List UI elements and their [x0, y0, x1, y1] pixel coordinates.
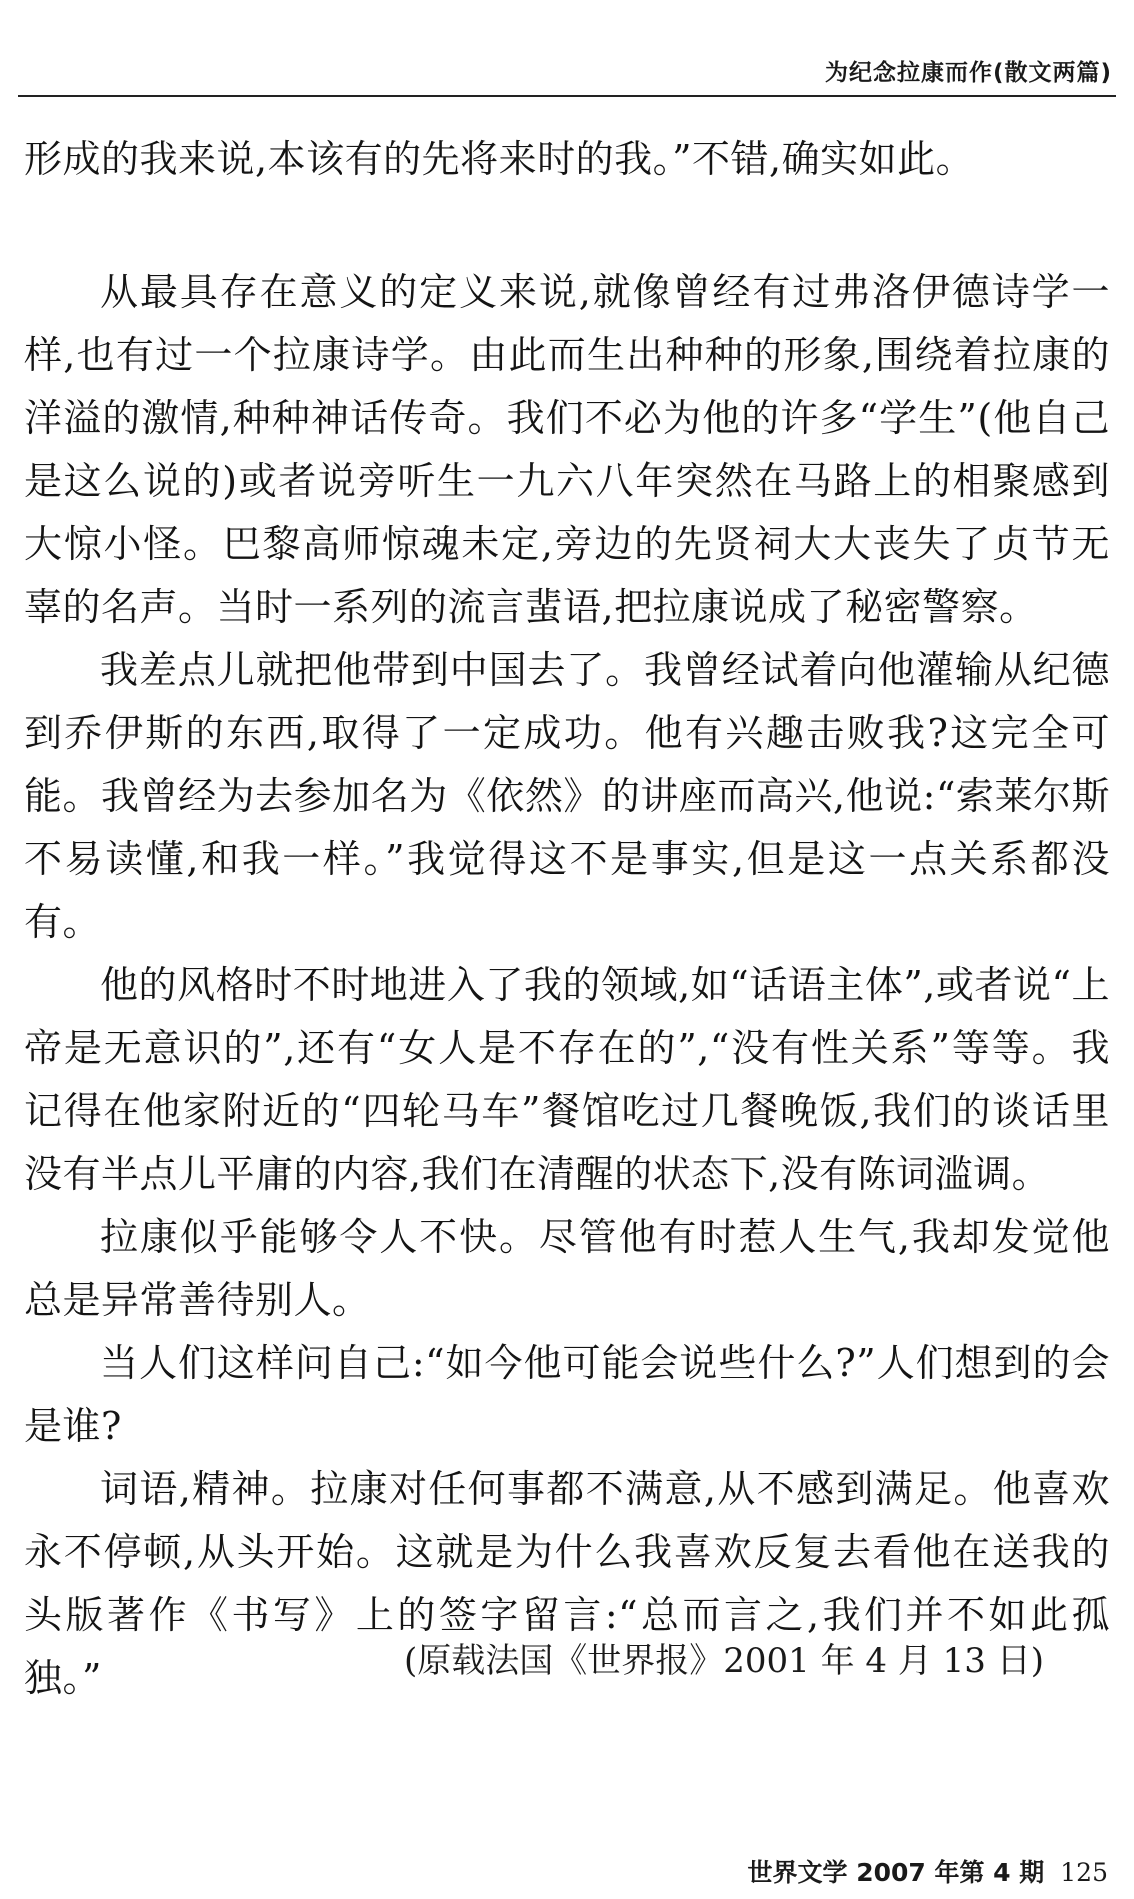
article-body — [24, 128, 1110, 1710]
header-rule — [18, 95, 1116, 97]
paragraph-lacan-poetics: 从最具存在意义的定义来说,就像曾经有过弗洛伊德诗学一样,也有过一个拉康诗学。由此而生出种种的形象,围绕着拉康的洋溢的激情,种种神话传奇。我们不必为他的许多“学生”(他自己是这么说的)或者说旁听生一九六八年突然在马路上的相聚感到大惊小怪。巴黎高师惊魂未定,旁边的先贤祠大大丧失了贞节无辜的名声。当时一系列的流言蜚语,把拉康说成了秘密警察。 — [24, 270, 1110, 629]
paragraph-question: 当人们这样问自己:“如今他可能会说些什么?”人们想到的会是谁? — [24, 1341, 1110, 1448]
paragraph-china-trip: 我差点儿就把他带到中国去了。我曾经试着向他灌输从纪德到乔伊斯的东西,取得了一定成功。他有兴趣击败我?这完全可能。我曾经为去参加名为《依然》的讲座而高兴,他说:“索莱尔斯不易读懂,和我一样。”我觉得这不是事实,但是这一点关系都没有。 — [24, 648, 1110, 944]
running-header: 为纪念拉康而作(散文两篇) — [824, 60, 1112, 86]
page-footer — [747, 1853, 1108, 1889]
page-number: 125 — [1060, 1858, 1108, 1887]
source-note: (原载法国《世界报》2001 年 4 月 13 日) — [404, 1641, 1044, 1681]
paragraph-style: 他的风格时不时地进入了我的领域,如“话语主体”,或者说“上帝是无意识的”,还有“女人是不存在的”,“没有性关系”等等。我记得在他家附近的“四轮马车”餐馆吃过几餐晚饭,我们的谈话里没有半点儿平庸的内容,我们在清醒的状态下,没有陈词滥调。 — [24, 963, 1110, 1196]
paragraph-words-spirit: 词语,精神。拉康对任何事都不满意,从不感到满足。他喜欢永不停顿,从头开始。这就是为什么我喜欢反复去看他在送我的头版著作《书写》上的签字留言:“总而言之,我们并不如此孤独。” — [24, 1467, 1110, 1700]
paragraph-continued: 形成的我来说,本该有的先将来时的我。”不错,确实如此。 — [24, 137, 975, 181]
paragraph-unpleasant: 拉康似乎能够令人不快。尽管他有时惹人生气,我却发觉他总是异常善待别人。 — [24, 1215, 1110, 1322]
journal-issue: 世界文学 2007 年第 4 期 — [747, 1858, 1045, 1887]
